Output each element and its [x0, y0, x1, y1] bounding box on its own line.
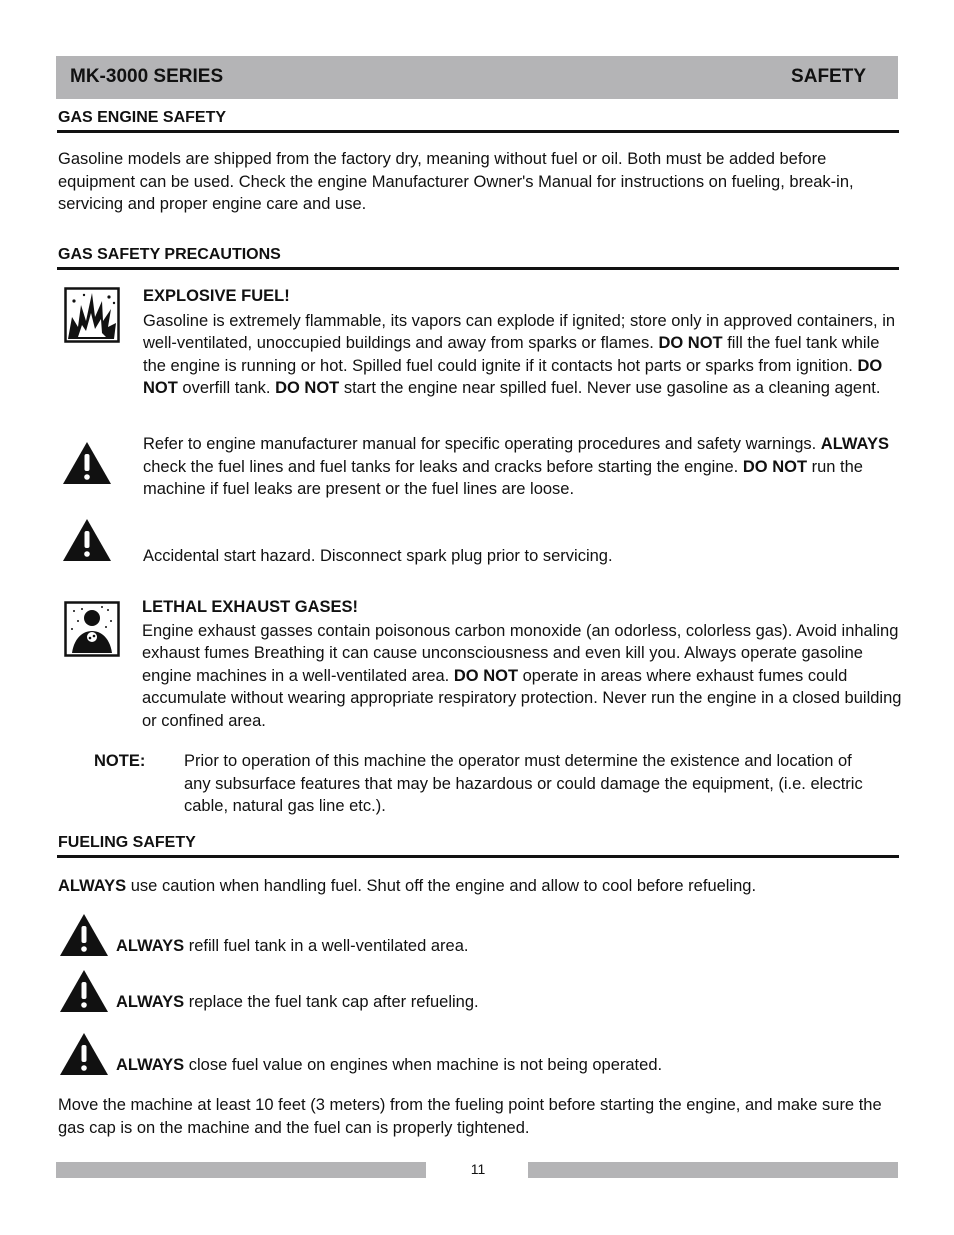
warning-icon: [59, 969, 109, 1013]
fueling-safety-heading: FUELING SAFETY: [58, 834, 196, 851]
lethal-exhaust-heading: LETHAL EXHAUST GASES!: [142, 598, 359, 616]
series-title: MK-3000 SERIES: [70, 66, 224, 87]
lethal-exhaust-text: Engine exhaust gasses contain poisonous carbon monoxide (an odorless, colorless gas). Avoid inhaling exhaust fumes Breathing it can cause unconsciousness and even kill you. Always operate gasoline engine machines in a well-ventilated area. DO NOT operate in areas where exhaust fumes could accumulate without wearing appropriate respiratory protection. Never run the engine in a closed building or confined area.: [142, 621, 902, 730]
engine-manual-text: Refer to engine manufacturer manual for specific operating procedures and safety warnings. ALWAYS check the fuel lines and fuel tanks for leaks and cracks before starting the engine. DO NOT run the machine if fuel leaks are present or the fuel lines are loose.: [143, 435, 889, 498]
fueling-closing-text: Move the machine at least 10 feet (3 meters) from the fueling point before starting the engine, and make sure the gas cap is on the machine and the fuel can is properly tightened.: [58, 1096, 882, 1137]
fueling-item: ALWAYS replace the fuel tank cap after refueling.: [116, 993, 479, 1011]
fueling-item: ALWAYS close fuel value on engines when machine is not being operated.: [116, 1056, 663, 1074]
accidental-start-text: Accidental start hazard. Disconnect spark plug prior to servicing.: [143, 547, 613, 565]
lethal-exhaust-block: [142, 596, 902, 732]
explosive-fuel-text: Gasoline is extremely flammable, its vapors can explode if ignited; store only in approved containers, in well-ventilated, unoccupied buildings and away from sparks or flames. DO NOT fill the fuel tank while the engine is running or hot. Spilled fuel could ignite if it contacts hot parts or sparks from ignition. DO NOT overfill tank. DO NOT start the engine near spilled fuel. Never use gasoline as a cleaning agent.: [143, 311, 896, 397]
fueling-intro: ALWAYS use caution when handling fuel. Shut off the engine and allow to cool before refueling.: [58, 877, 757, 895]
section-divider: [57, 267, 899, 270]
warning-icon: [62, 518, 112, 562]
warning-icon: [59, 1032, 109, 1076]
explosive-fuel-block: [143, 285, 903, 400]
footer-bar-right: [528, 1162, 898, 1178]
gas-engine-safety-text: Gasoline models are shipped from the factory dry, meaning without fuel or oil. Both must be added before equipment can be used. Check the engine Manufacturer Owner's Manual for instructions on fueling, break-in, servicing and proper engine care and use.: [58, 150, 854, 213]
explosive-fuel-heading: EXPLOSIVE FUEL!: [143, 287, 290, 305]
note-label: NOTE:: [94, 752, 146, 770]
explosion-icon: [64, 287, 120, 343]
warning-icon: [59, 913, 109, 957]
section-title: SAFETY: [791, 66, 866, 87]
gas-safety-precautions-heading: GAS SAFETY PRECAUTIONS: [58, 246, 281, 263]
section-divider: [57, 855, 899, 858]
section-divider: [57, 130, 899, 133]
header-bar: [56, 56, 898, 99]
page-number: 11: [470, 1161, 486, 1177]
warning-icon: [62, 441, 112, 485]
toxic-fumes-icon: [64, 601, 120, 657]
fueling-item: ALWAYS refill fuel tank in a well-ventilated area.: [116, 937, 469, 955]
note-text: Prior to operation of this machine the operator must determine the existence and location of any subsurface features that may be hazardous or could damage the equipment, (i.e. electric cable, natural gas line etc.).: [184, 752, 863, 815]
footer-bar-left: [56, 1162, 426, 1178]
gas-engine-safety-heading: GAS ENGINE SAFETY: [58, 109, 227, 126]
